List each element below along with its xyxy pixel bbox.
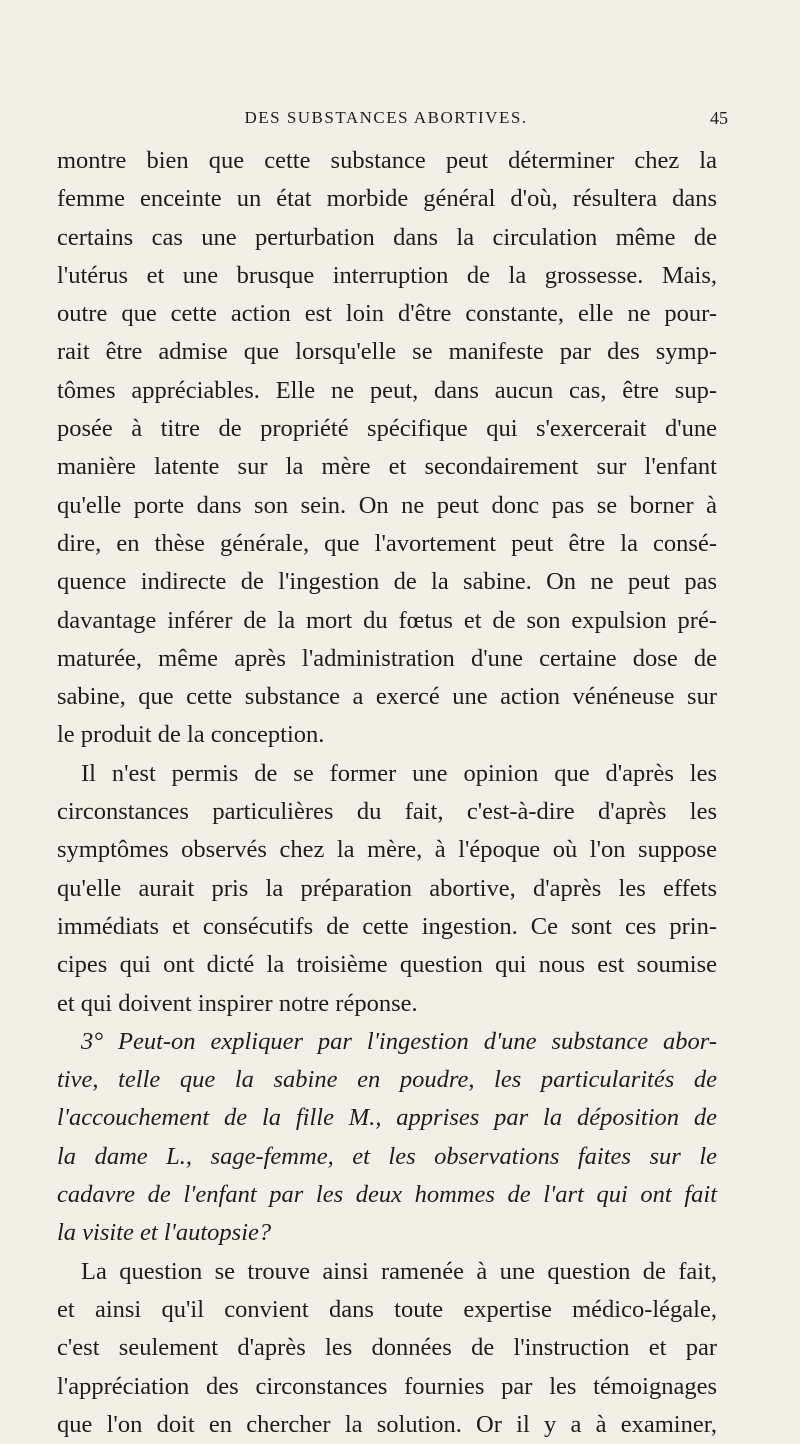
text-line: que l'on doit en chercher la solution. Or il y a à examiner, [57, 1410, 717, 1438]
text-line: immédiats et consécutifs de cette ingestion. Ce sont ces prin- [57, 912, 717, 940]
text-line: l'appréciation des circonstances fournies par les témoignages [57, 1372, 717, 1400]
text-line: posée à titre de propriété spécifique qui s'exercerait d'une [57, 415, 717, 443]
text-line: rait être admise que lorsqu'elle se manifeste par des symp- [57, 338, 717, 366]
question-line: la visite et l'autopsie? [57, 1219, 272, 1247]
text-line: quence indirecte de l'ingestion de la sabine. On ne peut pas [57, 568, 717, 596]
text-line: davantage inférer de la mort du fœtus et de son expulsion pré- [57, 606, 717, 634]
running-title: DES SUBSTANCES ABORTIVES. [244, 108, 528, 127]
text-line: montre bien que cette substance peut déterminer chez la [57, 147, 717, 174]
text-line: qu'elle porte dans son sein. On ne peut donc pas se borner à [57, 491, 717, 519]
page-number: 45 [710, 108, 728, 128]
question-line: tive, telle que la sabine en poudre, les particularités de [57, 1066, 717, 1094]
question-line: l'accouchement de la fille M., apprises par la déposition de [57, 1104, 717, 1132]
text-line: cipes qui ont dicté la troisième question qui nous est soumise [57, 951, 717, 979]
text-line: l'utérus et une brusque interruption de la grossesse. Mais, [57, 261, 717, 289]
text-line: dire, en thèse générale, que l'avortement peut être la consé- [57, 529, 717, 557]
question-line: 3° Peut-on expliquer par l'ingestion d'une substance abor- [81, 1027, 717, 1055]
text-line: symptômes observés chez la mère, à l'époque où l'on suppose [57, 836, 717, 864]
text-line: c'est seulement d'après les données de l'instruction et par [57, 1334, 717, 1362]
text-line: circonstances particulières du fait, c'est-à-dire d'après les [57, 798, 717, 826]
text-line: sabine, que cette substance a exercé une action vénéneuse sur [57, 683, 717, 711]
text-line: outre que cette action est loin d'être constante, elle ne pour- [57, 300, 717, 328]
text-line: manière latente sur la mère et secondairement sur l'enfant [57, 453, 717, 481]
text-line: qu'elle aurait pris la préparation abortive, d'après les effets [57, 874, 717, 902]
text-line: et ainsi qu'il convient dans toute expertise médico-légale, [57, 1295, 717, 1323]
text-line: La question se trouve ainsi ramenée à une question de fait, [81, 1257, 717, 1285]
text-line: tômes appréciables. Elle ne peut, dans aucun cas, être sup- [57, 376, 717, 404]
question-line: la dame L., sage-femme, et les observations faites sur le [57, 1142, 717, 1170]
question-line: cadavre de l'enfant par les deux hommes de l'art qui ont fait [57, 1181, 717, 1209]
text-line: Il n'est permis de se former une opinion que d'après les [81, 759, 717, 787]
text-line: femme enceinte un état morbide général d'où, résultera dans [57, 185, 717, 213]
text-line: maturée, même après l'administration d'une certaine dose de [57, 644, 717, 672]
body-text [57, 142, 717, 1444]
text-line: et qui doivent inspirer notre réponse. [57, 989, 418, 1017]
page-header [0, 108, 800, 132]
text-line: le produit de la conception. [57, 721, 325, 749]
text-line: certains cas une perturbation dans la circulation même de [57, 223, 717, 251]
